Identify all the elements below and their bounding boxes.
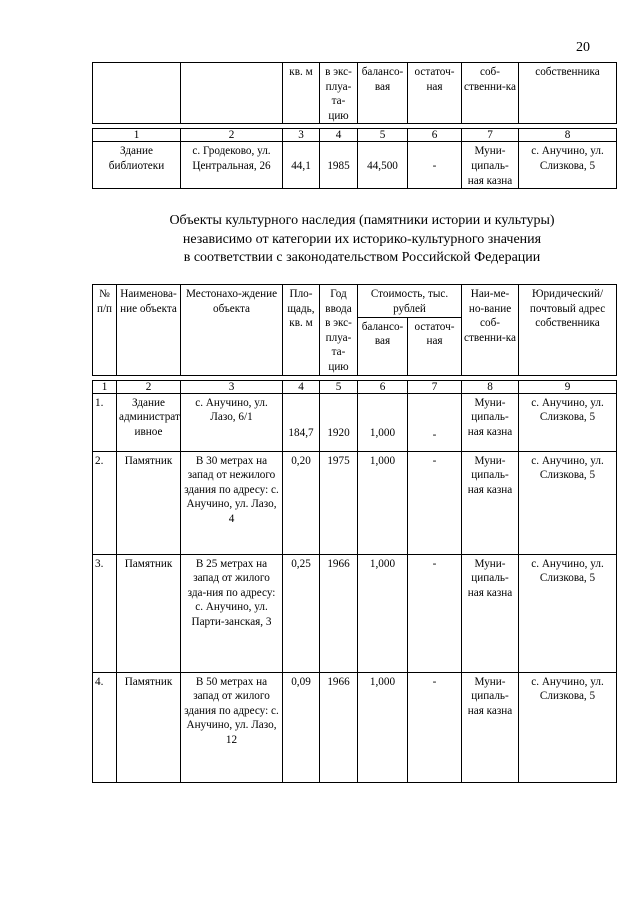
column-number: 5 bbox=[358, 129, 408, 142]
owner-address: с. Анучино, ул. Слизкова, 5 bbox=[519, 393, 617, 451]
heading-line: независимо от категории их историко-культурного значения bbox=[182, 231, 542, 247]
header-year: Год ввода в экс-плуа-та-цию bbox=[320, 285, 358, 376]
column-number: 9 bbox=[519, 380, 617, 393]
column-number: 1 bbox=[93, 129, 181, 142]
object-name: Памятник bbox=[117, 554, 181, 672]
column-number: 1 bbox=[93, 380, 117, 393]
owner-address: с. Анучино, ул. Слизкова, 5 bbox=[519, 451, 617, 554]
owner-address: с. Анучино, ул. Слизкова, 5 bbox=[519, 554, 617, 672]
object-year: 1920 bbox=[320, 393, 358, 451]
object-location: В 50 метрах на запад от жилого здания по адресу: с. Анучино, ул. Лазо, 12 bbox=[181, 672, 283, 782]
row-number: 3. bbox=[93, 554, 117, 672]
object-year: 1985 bbox=[320, 142, 358, 189]
column-number: 8 bbox=[519, 129, 617, 142]
column-number: 7 bbox=[462, 129, 519, 142]
column-number: 4 bbox=[320, 129, 358, 142]
header-residual: остаточ-ная bbox=[408, 63, 462, 124]
header-owner-address: собственника bbox=[519, 63, 617, 124]
column-number: 2 bbox=[117, 380, 181, 393]
column-number: 3 bbox=[181, 380, 283, 393]
header-name-empty bbox=[93, 63, 181, 124]
table-row bbox=[93, 142, 617, 189]
row-number: 4. bbox=[93, 672, 117, 782]
object-area: 0,25 bbox=[283, 554, 320, 672]
object-location: В 30 метрах на запад от нежилого здания по адресу: с. Анучино, ул. Лазо, 4 bbox=[181, 451, 283, 554]
column-number: 5 bbox=[320, 380, 358, 393]
object-residual: - bbox=[408, 451, 462, 554]
object-balance: 1,000 bbox=[358, 672, 408, 782]
object-location: с. Анучино, ул. Лазо, 6/1 bbox=[181, 393, 283, 451]
object-name: Здание администрат ивное bbox=[117, 393, 181, 451]
column-number: 6 bbox=[358, 380, 408, 393]
owner-name: Муни-ципаль-ная казна bbox=[462, 554, 519, 672]
column-number: 8 bbox=[462, 380, 519, 393]
column-number: 4 bbox=[283, 380, 320, 393]
table-row bbox=[93, 451, 617, 554]
object-residual: - bbox=[408, 393, 462, 451]
column-number-row bbox=[93, 380, 617, 393]
object-year: 1975 bbox=[320, 451, 358, 554]
object-name: Памятник bbox=[117, 672, 181, 782]
object-residual: - bbox=[408, 672, 462, 782]
object-balance: 1,000 bbox=[358, 393, 408, 451]
header-balance: балансо-вая bbox=[358, 317, 408, 375]
header-area-unit: кв. м bbox=[283, 63, 320, 124]
column-number: 6 bbox=[408, 129, 462, 142]
row-number: 1. bbox=[93, 393, 117, 451]
header-area: Пло-щадь, кв. м bbox=[283, 285, 320, 376]
object-year: 1966 bbox=[320, 554, 358, 672]
table-row bbox=[93, 393, 617, 451]
library-table bbox=[92, 62, 617, 189]
object-area: 0,09 bbox=[283, 672, 320, 782]
owner-name: Муни-ципаль-ная казна bbox=[462, 672, 519, 782]
table-header-row bbox=[93, 285, 617, 318]
heading-line: Объекты культурного наследия (памятники истории и культуры) bbox=[169, 213, 555, 228]
owner-address: с. Анучино, ул. Слизкова, 5 bbox=[519, 672, 617, 782]
object-name: Памятник bbox=[117, 451, 181, 554]
object-balance: 1,000 bbox=[358, 451, 408, 554]
owner-address: с. Анучино, ул. Слизкова, 5 bbox=[519, 142, 617, 189]
object-location: с. Гродеково, ул. Центральная, 26 bbox=[181, 142, 283, 189]
table-header-row bbox=[93, 63, 617, 124]
row-number: 2. bbox=[93, 451, 117, 554]
owner-name: Муни-ципаль-ная казна bbox=[462, 142, 519, 189]
column-number: 3 bbox=[283, 129, 320, 142]
object-name: Здание библиотеки bbox=[93, 142, 181, 189]
object-location: В 25 метрах на запад от жилого зда-ния по адресу: с. Анучино, ул. Парти-занская, 3 bbox=[181, 554, 283, 672]
page-number: 20 bbox=[576, 40, 590, 55]
object-balance: 1,000 bbox=[358, 554, 408, 672]
section-heading bbox=[92, 212, 632, 268]
header-owner-address: Юридический/ почтовый адрес собственника bbox=[519, 285, 617, 376]
column-number: 2 bbox=[181, 129, 283, 142]
object-residual: - bbox=[408, 554, 462, 672]
object-area: 44,1 bbox=[283, 142, 320, 189]
table-row bbox=[93, 554, 617, 672]
header-name: Наименова-ние объекта bbox=[117, 285, 181, 376]
header-no: № п/п bbox=[93, 285, 117, 376]
object-area: 184,7 bbox=[283, 393, 320, 451]
owner-name: Муни-ципаль-ная казна bbox=[462, 393, 519, 451]
header-location: Местонахо-ждение объекта bbox=[181, 285, 283, 376]
heritage-table bbox=[92, 284, 617, 783]
header-location-empty bbox=[181, 63, 283, 124]
object-residual: - bbox=[408, 142, 462, 189]
header-owner-name: соб-ственни-ка bbox=[462, 63, 519, 124]
header-cost: Стоимость, тыс. рублей bbox=[358, 285, 462, 318]
table-row bbox=[93, 672, 617, 782]
column-number: 7 bbox=[408, 380, 462, 393]
header-residual: остаточ-ная bbox=[408, 317, 462, 375]
header-balance: балансо-вая bbox=[358, 63, 408, 124]
object-balance: 44,500 bbox=[358, 142, 408, 189]
object-area: 0,20 bbox=[283, 451, 320, 554]
object-year: 1966 bbox=[320, 672, 358, 782]
header-year: в экс-плуа-та-цию bbox=[320, 63, 358, 124]
owner-name: Муни-ципаль-ная казна bbox=[462, 451, 519, 554]
column-number-row bbox=[93, 129, 617, 142]
heading-line: в соответствии с законодательством Российской Федерации bbox=[183, 250, 541, 265]
header-owner-name: Наи-ме-но-вание соб-ственни-ка bbox=[462, 285, 519, 376]
